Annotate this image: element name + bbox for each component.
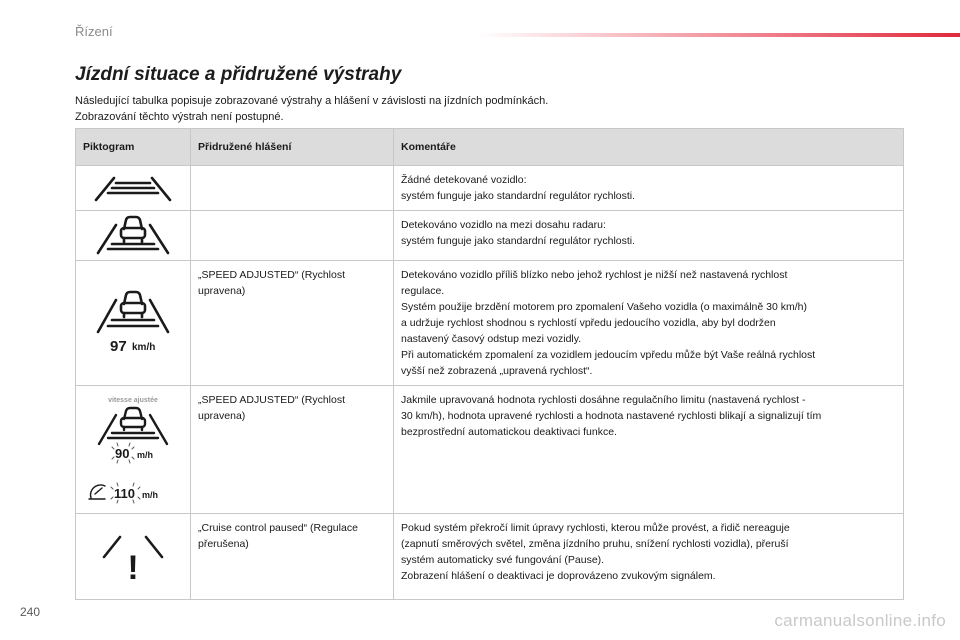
comment-line: Pokud systém překročí limit úpravy rychlosti, kterou může provést, a řidič nereaguje [401, 522, 790, 534]
speed-adjusted-icon [88, 288, 178, 358]
set-speed-unit: m/h [142, 489, 159, 500]
comment-line: 30 km/h), hodnota upravené rychlosti a hodnota nastavené rychlosti blikají a signalizují tím [401, 410, 822, 422]
page-title: Jízdní situace a přidružené výstrahy [75, 64, 402, 85]
comment-line: systém funguje jako standardní regulátor rychlosti. [401, 190, 636, 202]
message-line: „Cruise control paused“ (Regulace [198, 522, 358, 534]
set-speed-value: 110 [114, 485, 135, 501]
pictogram-cell [76, 261, 191, 386]
table-row [76, 261, 904, 386]
message-line: upravena) [198, 410, 246, 422]
pictogram-cell [76, 211, 191, 261]
comment-line: vyšší než zobrazená „upravená rychlost“. [401, 365, 593, 377]
message-cell [191, 261, 394, 386]
comment-line: Zobrazení hlášení o deaktivaci je doprovázeno zvukovým signálem. [401, 570, 716, 582]
message-line: přerušena) [198, 538, 249, 550]
comment-cell [394, 386, 904, 514]
speed-limit-blink-icon [85, 390, 181, 510]
message-line: upravena) [198, 285, 246, 297]
comment-line: regulace. [401, 285, 445, 297]
comment-line: nastavený časový odstup mezi vozidly. [401, 333, 582, 345]
message-cell [191, 386, 394, 514]
comment-line: systém funguje jako standardní regulátor rychlosti. [401, 235, 636, 247]
pictogram-cell [76, 166, 191, 211]
comment-line: bezprostřední automatickou deaktivaci funkce. [401, 426, 617, 438]
comment-line: Detekováno vozidlo na mezi dosahu radaru: [401, 219, 606, 231]
table-row [76, 166, 904, 211]
speed-unit: m/h [137, 449, 154, 460]
table-row [76, 211, 904, 261]
section-label: Řízení [75, 24, 113, 39]
message-cell [191, 211, 394, 261]
comment-cell [394, 166, 904, 211]
intro-text [75, 93, 548, 125]
comment-line: Při automatickém zpomalení za vozidlem jedoucím vpředu může být Vaše reálná rychlost [401, 349, 816, 361]
intro-line: Zobrazování těchto výstrah není postupné. [75, 111, 284, 123]
header-pictogram: Piktogram [76, 129, 191, 166]
table-header-row [76, 129, 904, 166]
comment-line: Jakmile upravovaná hodnota rychlosti dosáhne regulačního limitu (nastavená rychlost - [401, 394, 806, 406]
message-line: „SPEED ADJUSTED“ (Rychlost [198, 394, 346, 406]
pictogram-cell [76, 386, 191, 514]
comment-cell [394, 514, 904, 600]
page-number: 240 [20, 605, 41, 619]
pictogram-cell [76, 514, 191, 600]
table-row [76, 514, 904, 600]
speed-unit: km/h [132, 342, 156, 353]
exclamation-glyph: ! [127, 548, 139, 587]
warning-exclamation-icon [88, 527, 178, 587]
comment-line: Systém použije brzdění motorem pro zpomalení Vašeho vozidla (o maximálně 30 km/h) [401, 301, 807, 313]
table-row [76, 386, 904, 514]
header-accent-bar [480, 33, 960, 37]
comment-cell [394, 261, 904, 386]
vehicle-ahead-icon [88, 213, 178, 259]
speed-value: 97 [110, 338, 127, 355]
comment-line: Žádné detekované vozidlo: [401, 174, 527, 186]
message-line: „SPEED ADJUSTED“ (Rychlost [198, 269, 346, 281]
comment-line: (zapnutí směrových světel, změna jízdního pruhu, snížení rychlosti vozidla), přeruší [401, 538, 789, 550]
message-cell [191, 166, 394, 211]
comment-line: systém automaticky své fungování (Pause). [401, 554, 605, 566]
comment-cell [394, 211, 904, 261]
comment-line: a udržuje rychlost shodnou s rychlostí vpředu jedoucího vozidla, aby byl dodržen [401, 317, 776, 329]
header-comments: Komentáře [394, 129, 904, 166]
intro-line: Následující tabulka popisuje zobrazované výstrahy a hlášení v závislosti na jízdních podmínkách. [75, 95, 549, 107]
road-lanes-icon [88, 170, 178, 206]
message-cell [191, 514, 394, 600]
watermark: carmanualsonline.info [774, 611, 946, 630]
speed-value: 90 [115, 445, 130, 461]
alerts-table [75, 128, 904, 600]
cruise-speedometer-icon [89, 484, 105, 498]
icon-caption: vitesse ajustée [108, 396, 158, 404]
header-message: Přidružené hlášení [191, 129, 394, 166]
comment-line: Detekováno vozidlo příliš blízko nebo jehož rychlost je nižší než nastavená rychlost [401, 269, 788, 281]
